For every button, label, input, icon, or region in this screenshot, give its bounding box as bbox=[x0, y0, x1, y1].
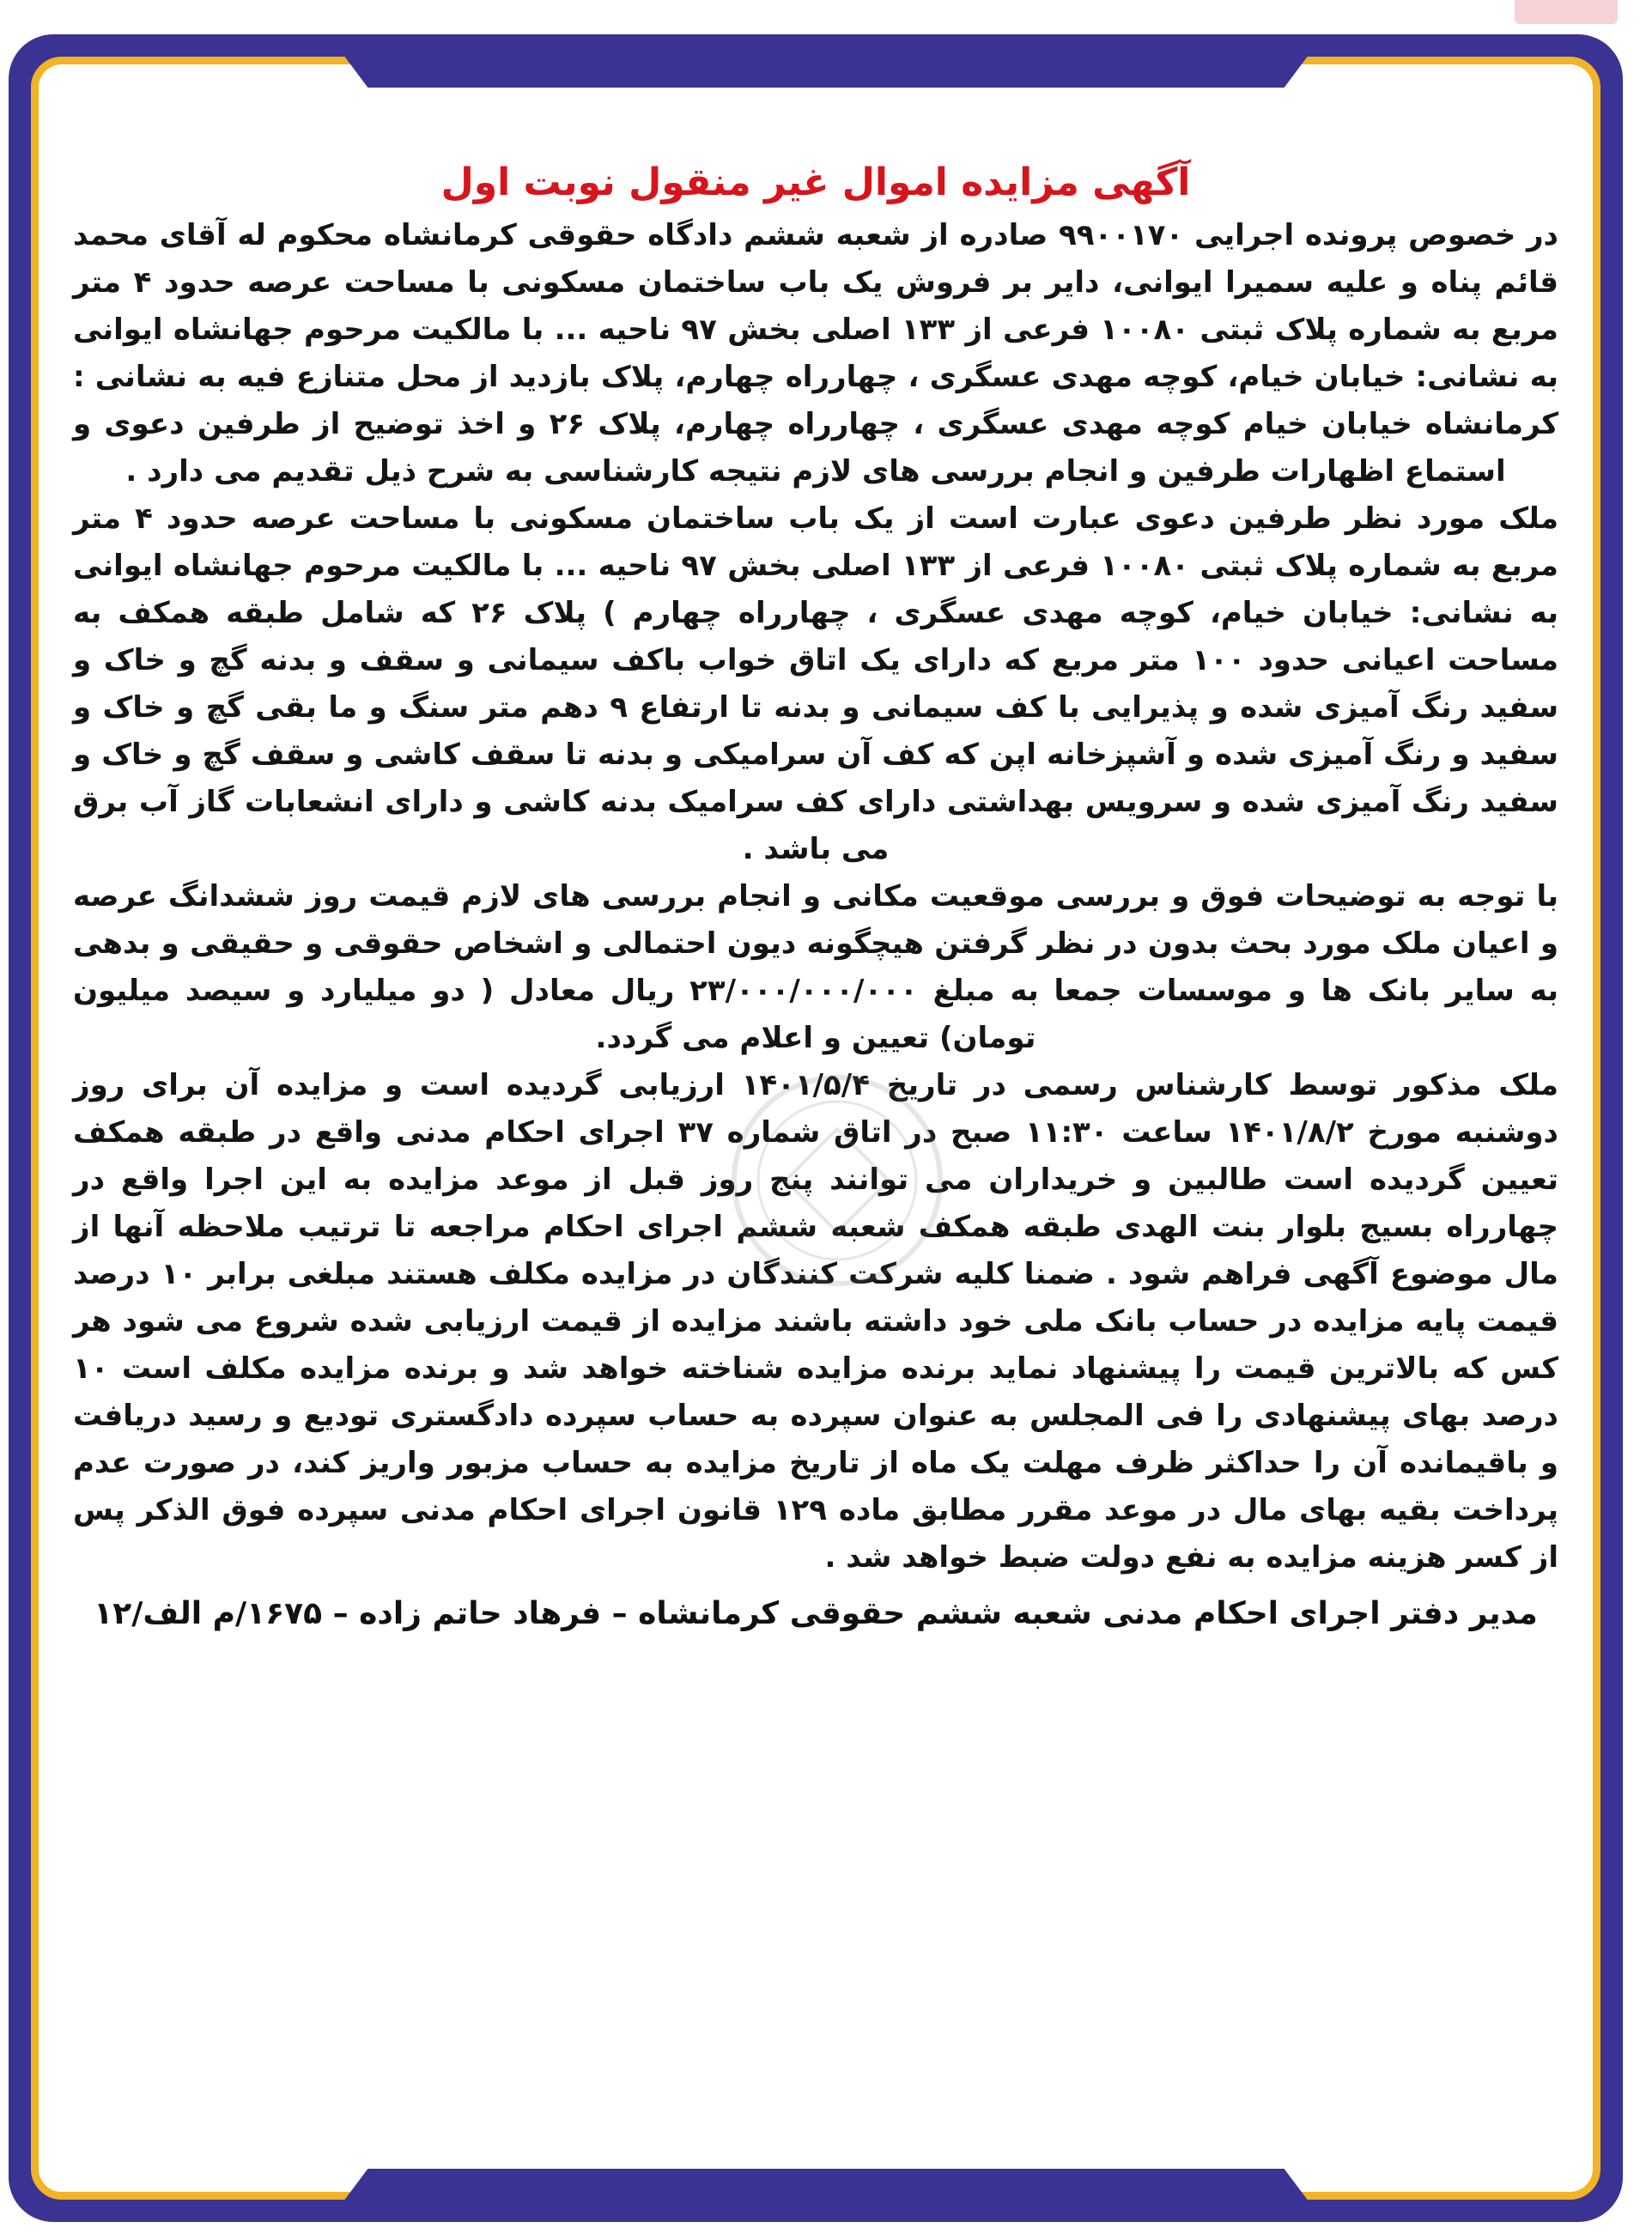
notice-paragraph-2: ملک مورد نظر طرفین دعوی عبارت است از یک باب ساختمان مسکونی با مساحت عرصه حدود ۴ متر مربع به شماره پلاک ثبتی ۱۰۰۸۰ فرعی از ۱۳۳ اصلی بخش ۹۷ ناحیه ... با مالکیت مرحوم جهانشاه ایوانی به نشانی: خیابان خیام، کوچه مهدی عسگری ، چهارراه چهارم ) پلاک ۲۶ که شامل طبقه همکف به مساحت اعیانی حدود ۱۰۰ متر مربع که دارای یک اتاق خواب باکف سیمانی و سقف و بدنه گچ و خاک و سفید رنگ آمیزی شده و پذیرایی با کف سیمانی و بدنه تا ارتفاع ۹ دهم متر سنگ و ما بقی گچ و خاک و سفید و رنگ آمیزی شده و آشپزخانه اپن که کف آن سرامیکی و بدنه تا سقف کاشی و سقف گچ و خاک و سفید رنگ آمیزی شده و سرویس بهداشتی دارای کف سرامیک بدنه کاشی و دارای انشعابات گاز آب برق می باشد . bbox=[73, 501, 1559, 866]
notice-signature: مدیر دفتر اجرای احکام مدنی شعبه ششم حقوقی کرمانشاه – فرهاد حاتم زاده – ۱۶۷۵/م الف/۱۲ bbox=[94, 1596, 1538, 1631]
notice-frame bbox=[9, 34, 1623, 2222]
notice-paragraph-4: ملک مذکور توسط کارشناس رسمی در تاریخ ۱۴۰۱/۵/۴ ارزیابی گردیده است و مزایده آن برای روز دوشنبه مورخ ۱۴۰۱/۸/۲ ساعت ۱۱:۳۰ صبح در اتاق شماره ۳۷ اجرای احکام مدنی واقع در طبقه همکف تعیین گردیده است طالبین و خریداران می توانند پنج روز قبل از موعد مزایده به این اجرا واقع در چهارراه بسیج بلوار بنت الهدی طبقه همکف شعبه ششم اجرای احکام مراجعه تا ترتیب ملاحظه آنها از مال موضوع آگهی فراهم شود . ضمنا کلیه شرکت کنندگان در مزایده مکلف هستند مبلغی برابر ۱۰ درصد قیمت پایه مزایده در حساب بانک ملی خود داشته باشند مزایده از قیمت ارزیابی شده شروع می شود هر کس که بالاترین قیمت را پیشنهاد نماید برنده مزایده شناخته خواهد شد و برنده مزایده مکلف است ۱۰ درصد بهای پیشنهادی را فی المجلس به عنوان سپرده به حساب سپرده دادگستری تودیع و رسید دریافت و باقیمانده آن را حداکثر ظرف مهلت یک ماه از تاریخ مزایده به حساب مزبور واریز کند، در صورت عدم پرداخت بقیه بهای مال در موعد مقرر مطابق ماده ۱۲۹ قانون اجرای احکام مدنی سپرده فوق الذکر پس از کسر هزینه مزایده به نفع دولت ضبط خواهد شد . bbox=[73, 1068, 1558, 1575]
notice-title: آگهی مزایده اموال غیر منقول نوبت اول bbox=[440, 161, 1191, 204]
notice-panel bbox=[31, 57, 1600, 2200]
corner-decoration bbox=[1515, 0, 1618, 24]
notice-paragraph-1: در خصوص پرونده اجرایی ۹۹۰۰۱۷۰ صادره از شعبه ششم دادگاه حقوقی کرمانشاه محکوم له آقای محمد قائم پناه و علیه سمیرا ایوانی، دایر بر فروش یک باب ساختمان مسکونی با مساحت عرصه حدود ۴ متر مربع به شماره پلاک ثبتی ۱۰۰۸۰ فرعی از ۱۳۳ اصلی بخش ۹۷ ناحیه ... با مالکیت مرحوم جهانشاه ایوانی به نشانی: خیابان خیام، کوچه مهدی عسگری ، چهارراه چهارم، پلاک بازدید از محل متنازع فیه به نشانی : کرمانشاه خیابان خیام کوچه مهدی عسگری ، چهارراه چهارم، پلاک ۲۶ و اخذ توضیح از طرفین دعوی و استماع اظهارات طرفین و انجام بررسی های لازم نتیجه کارشناسی به شرح ذیل تقدیم می دارد . bbox=[73, 218, 1558, 489]
frame-top-tab bbox=[328, 34, 1324, 88]
frame-bottom-tab bbox=[328, 2169, 1324, 2222]
notice-paragraph-3: با توجه به توضیحات فوق و بررسی موقعیت مکانی و انجام بررسی های لازم قیمت روز ششدانگ عرصه و اعیان ملک مورد بحث بدون در نظر گرفتن هیچگونه دیون احتمالی و اشخاص حقوقی و حقیقی و بدهی به سایر بانک ها و موسسات جمعا به مبلغ ۲۳/۰۰۰/۰۰۰/۰۰۰ ریال معادل ( دو میلیارد و سیصد میلیون تومان) تعیین و اعلام می گردد. bbox=[73, 879, 1558, 1055]
